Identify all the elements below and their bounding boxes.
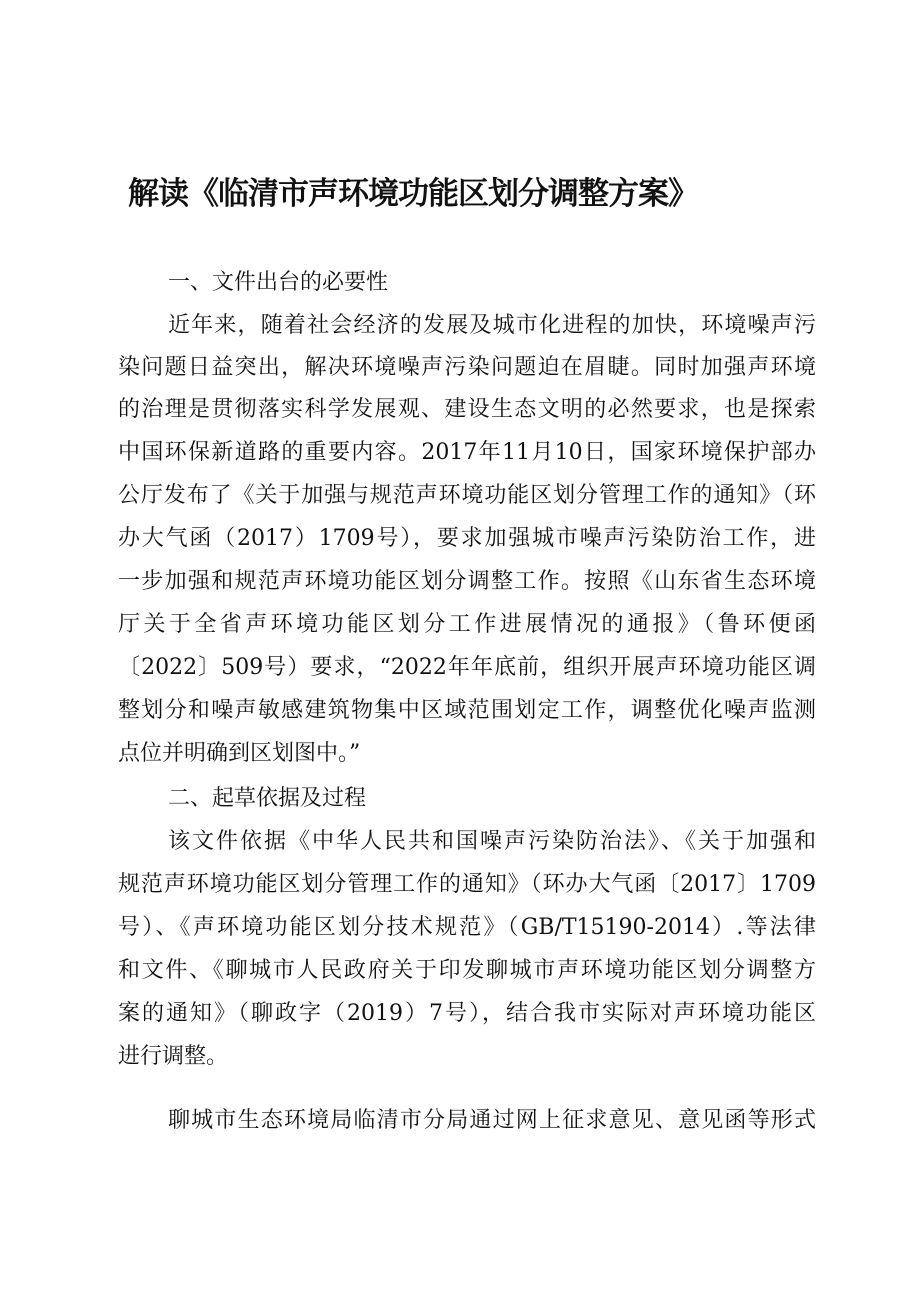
paragraph-line: 该文件依据《中华人民共和国噪声污染防治法》、《关于加强和 bbox=[168, 829, 816, 854]
paragraph-line: 公厅发布了《关于加强与规范声环境功能区划分管理工作的通知》（环 bbox=[118, 483, 816, 508]
paragraph-line: 案的通知》（聊政字（2019）7号），结合我市实际对声环境功能区 bbox=[118, 1001, 816, 1026]
paragraph-line: 厅关于全省声环境功能区划分工作进展情况的通报》（鲁环便函 bbox=[118, 612, 816, 637]
paragraph-line: 近年来，随着社会经济的发展及城市化进程的加快，环境噪声污 bbox=[168, 313, 816, 338]
paragraph-line: 整划分和噪声敏感建筑物集中区域范围划定工作，调整优化噪声监测 bbox=[118, 698, 816, 723]
paragraph-line: 和文件、《聊城市人民政府关于印发聊城市声环境功能区划分调整方 bbox=[118, 958, 816, 983]
paragraph-line: 进行调整。 bbox=[118, 1044, 229, 1069]
paragraph-line: 聊城市生态环境局临清市分局通过网上征求意见、意见函等形式 bbox=[168, 1108, 816, 1133]
paragraph-line: 点位并明确到区划图中。” bbox=[118, 741, 361, 766]
paragraph-line: 规范声环境功能区划分管理工作的通知》（环办大气函〔2017〕1709 bbox=[118, 872, 816, 897]
section-heading-2: 二、起草依据及过程 bbox=[168, 786, 367, 811]
paragraph-line: 的治理是贯彻落实科学发展观、建设生态文明的必然要求，也是探索 bbox=[118, 397, 816, 422]
paragraph-line: 办大气函（2017）1709号），要求加强城市噪声污染防治工作，进 bbox=[118, 526, 816, 551]
section-heading-1: 一、文件出台的必要性 bbox=[168, 270, 389, 295]
paragraph-line: 〔2022〕509号）要求，“2022年年底前，组织开展声环境功能区调 bbox=[118, 655, 816, 680]
paragraph-line: 号）、《声环境功能区划分技术规范》（GB/T15190-2014）.等法律 bbox=[118, 915, 816, 940]
paragraph-line: 染问题日益突出，解决环境噪声污染问题迫在眉睫。同时加强声环境 bbox=[118, 355, 816, 380]
paragraph-line: 一步加强和规范声环境功能区划分调整工作。按照《山东省生态环境 bbox=[118, 569, 816, 594]
document-title: 解读《临清市声环境功能区划分调整方案》 bbox=[128, 176, 698, 212]
paragraph-line: 中国环保新道路的重要内容。2017年11月10日，国家环境保护部办 bbox=[118, 440, 816, 465]
